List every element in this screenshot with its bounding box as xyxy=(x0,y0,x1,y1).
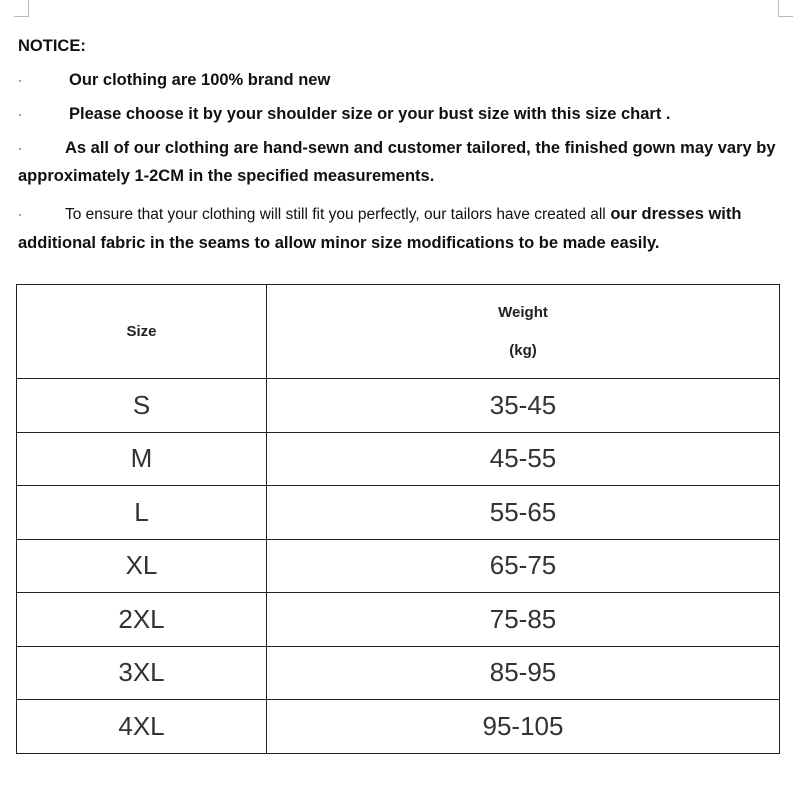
size-cell: XL xyxy=(17,539,267,593)
notice-item-text-bold: our dresses with additional fabric in the seams to allow minor size modifications to be made easily. xyxy=(18,205,742,252)
table-row xyxy=(17,379,780,433)
bullet-dot: · xyxy=(18,107,22,121)
size-cell: S xyxy=(17,379,267,433)
size-cell: 3XL xyxy=(17,646,267,700)
size-cell: M xyxy=(17,432,267,486)
table-header-row xyxy=(17,285,780,379)
weight-cell: 95-105 xyxy=(267,700,780,754)
notice-item-text: Please choose it by your shoulder size or your bust size with this size chart . xyxy=(69,105,671,123)
table-row xyxy=(17,539,780,593)
weight-cell: 55-65 xyxy=(267,486,780,540)
size-cell: 4XL xyxy=(17,700,267,754)
bullet-dot: · xyxy=(18,141,22,155)
weight-cell: 75-85 xyxy=(267,593,780,647)
size-chart-table xyxy=(16,284,780,754)
page-corner-mark-left xyxy=(14,0,29,17)
notice-item-2 xyxy=(18,104,788,124)
weight-column-header xyxy=(267,285,780,379)
weight-header-label: Weight xyxy=(498,303,548,321)
notice-item-text-light: To ensure that your clothing will still fit you perfectly, our tailors have created all xyxy=(65,206,606,223)
size-column-header: Size xyxy=(17,285,267,379)
table-row xyxy=(17,432,780,486)
weight-cell: 45-55 xyxy=(267,432,780,486)
notice-item-1 xyxy=(18,70,788,90)
bullet-dot: · xyxy=(18,207,22,221)
notice-item-text: Our clothing are 100% brand new xyxy=(69,71,331,89)
notice-item-4 xyxy=(18,200,788,257)
table-row xyxy=(17,700,780,754)
table-row xyxy=(17,646,780,700)
weight-cell: 85-95 xyxy=(267,646,780,700)
notice-section xyxy=(18,36,788,271)
size-cell: L xyxy=(17,486,267,540)
size-cell: 2XL xyxy=(17,593,267,647)
table-row xyxy=(17,593,780,647)
notice-item-text: As all of our clothing are hand-sewn and customer tailored, the finished gown may vary by approximately 1-2CM in the specified measurements. xyxy=(18,139,776,185)
bullet-dot: · xyxy=(18,73,22,87)
weight-header-unit: (kg) xyxy=(509,341,537,359)
notice-title: NOTICE: xyxy=(18,37,86,55)
table-row xyxy=(17,486,780,540)
page-corner-mark-right xyxy=(778,0,793,17)
weight-cell: 35-45 xyxy=(267,379,780,433)
notice-item-3 xyxy=(18,134,788,190)
weight-cell: 65-75 xyxy=(267,539,780,593)
